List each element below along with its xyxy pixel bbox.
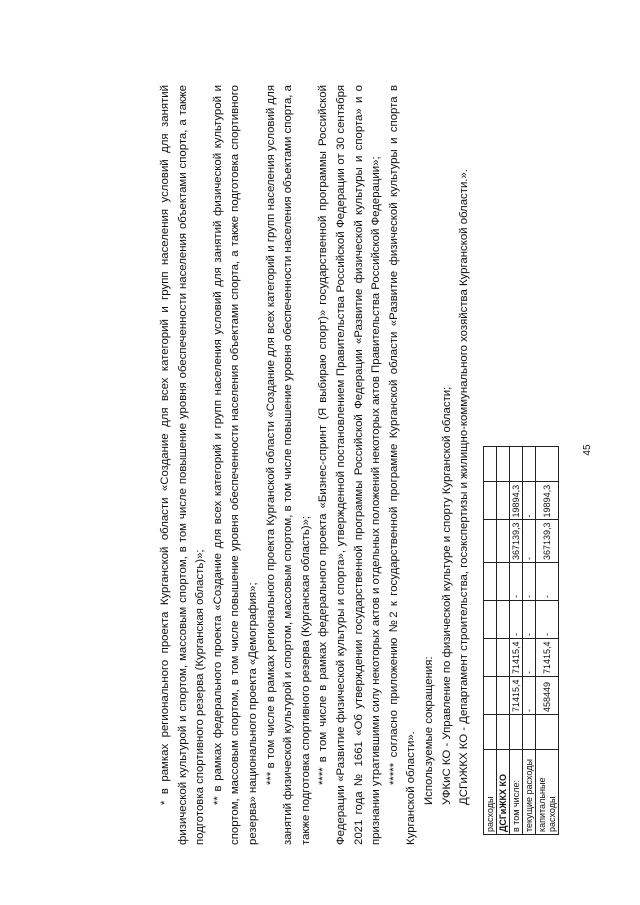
table-row [484, 447, 497, 835]
table-cell: 367139,3 [536, 520, 559, 563]
table-cell: 458449 [536, 677, 559, 715]
table-cell: - [536, 563, 559, 601]
table-row [523, 447, 536, 835]
table-cell [484, 715, 497, 750]
table-cell: - [536, 601, 559, 639]
table-cell: - [523, 601, 536, 639]
table-cell: 367139,3 [510, 520, 523, 563]
abbreviation-item: УФКиС КО - Управление по физической культуре и спорту Курганской области; [440, 386, 453, 805]
row-label: ДСГиЖКХ КО [497, 750, 510, 835]
table-cell [497, 601, 510, 639]
table-row [497, 447, 510, 835]
abbreviation-item: ДСГиЖКХ КО - Департамент строительства, госэкспертизы и жилищно-коммунального хозяйства Курганской области.». [458, 169, 471, 805]
table-cell: 71415,4 [510, 677, 523, 715]
table-cell: 19894,3 [536, 482, 559, 520]
table-cell [484, 520, 497, 563]
table-cell [497, 447, 510, 482]
table-row [510, 447, 523, 835]
table-cell [497, 482, 510, 520]
row-label: расходы [484, 750, 497, 835]
table-cell [497, 639, 510, 677]
footnotes [157, 85, 474, 845]
table-cell: 71415,4 [510, 639, 523, 677]
table-cell: - [523, 520, 536, 563]
table-cell: - [510, 601, 523, 639]
table-cell [484, 601, 497, 639]
row-label: текущие расходы [523, 750, 536, 835]
table-cell: 71415,4 [536, 639, 559, 677]
table-cell [536, 447, 559, 482]
table-cell: - [523, 563, 536, 601]
footnote-4: **** в том числе в рамках федерального проекта «Бизнес-спринт (Я выбираю спорт)» государственной программы Российской Федерации «Развитие физической культуры и спорта», утвержденной постановлением Правительства Российской Федерации от 30 сентября 2021 года № 1661 «Об утверждении государственной программы Российской Федерации «Развитие физической культуры и спорта» и о признании утратившими силу некоторых актов и отдельных положений некоторых актов Правительства Российской Федерации»; [317, 85, 383, 845]
table-cell [497, 520, 510, 563]
table-cell: - [523, 639, 536, 677]
table-cell [497, 677, 510, 715]
page-number: 45 [582, 444, 593, 456]
table-cell [497, 563, 510, 601]
table-cell [484, 563, 497, 601]
table-row [536, 447, 559, 835]
table-cell [523, 715, 536, 750]
table-cell [484, 677, 497, 715]
table-cell [484, 639, 497, 677]
table-cell: - [523, 482, 536, 520]
table-cell [484, 482, 497, 520]
table-cell: - [523, 677, 536, 715]
footnote-5: ***** согласно приложению №2 к государственной программе Курганской области «Развитие физической культуры и спорта в Курганской области». [387, 85, 418, 845]
table-cell: 19894,3 [510, 482, 523, 520]
table-cell [510, 447, 523, 482]
table-cell [484, 447, 497, 482]
row-label: капитальные расходы [536, 750, 559, 835]
footnote-3: *** в том числе в рамках регионального проекта Курганской области «Создание для всех категорий и групп населения условий для занятий физической культурой и спортом, массовым спортом, в том числе повышение уровня обеспеченности населения объектами спорта, а также подготовка спортивного резерва (Курганская область)»; [264, 85, 312, 845]
abbreviations-title: Используемые сокращения: [422, 656, 435, 805]
finance-table [483, 446, 559, 835]
footnote-2: ** в рамках федерального проекта «Создание для всех категорий и групп населения условий для занятий физической культурой и спортом, массовым спортом, в том числе повышение уровня обеспеченности населения объектами спорта, а также подготовка спортивного резерва» национального проекта «Демография»; [211, 85, 259, 845]
table-cell: - [510, 563, 523, 601]
table-cell [523, 447, 536, 482]
footnote-1: * в рамках регионального проекта Курганской области «Создание для всех категорий и групп населения условий для занятий физической культурой и спортом, массовым спортом, в том числе повышение уровня обеспеченности населения объектами спорта, а также подготовка спортивного резерва (Курганская область)»; [159, 85, 207, 845]
table-cell [497, 715, 510, 750]
row-label: в том числе: [510, 750, 523, 835]
table-cell [510, 715, 523, 750]
table-cell [536, 715, 559, 750]
